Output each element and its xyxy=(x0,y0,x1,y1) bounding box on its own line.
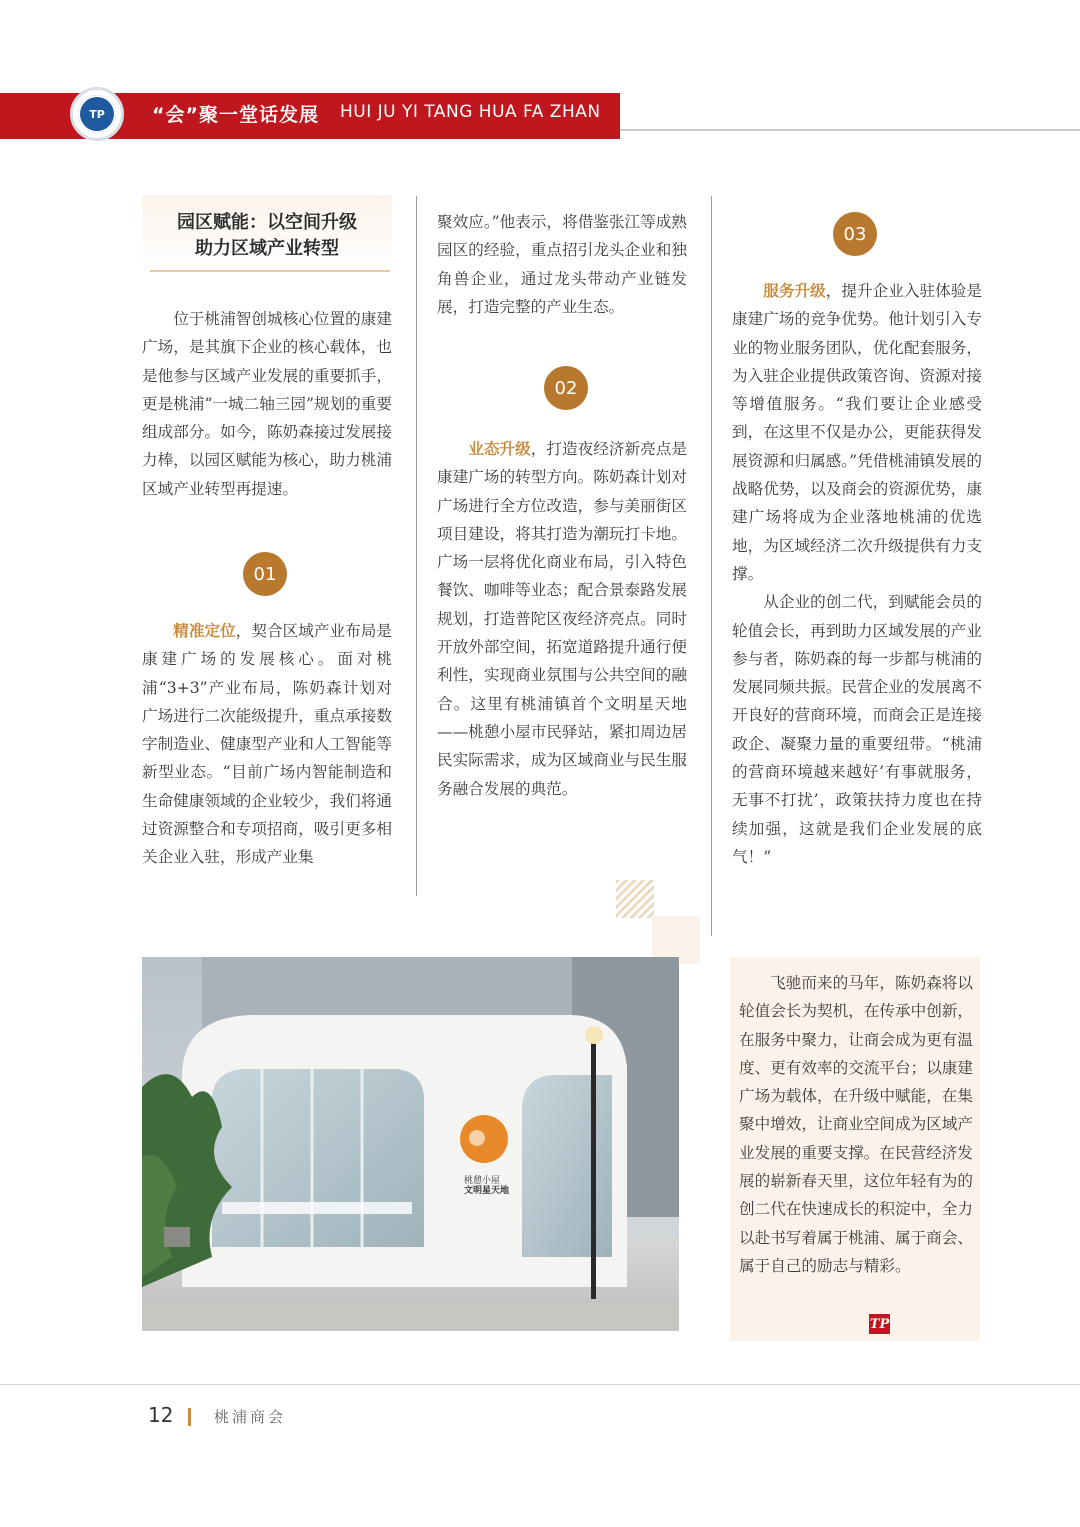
column-1-body xyxy=(142,617,392,872)
continued-paragraph: 聚效应。”他表示，将借鉴张江等成熟园区的经验，重点招引龙头企业和独角兽企业，通过龙头带动产业链发展，打造完整的产业生态。 xyxy=(437,213,687,316)
section-title xyxy=(142,210,392,262)
section-number-02: 02 xyxy=(544,366,588,410)
column-3-body xyxy=(732,277,982,871)
section-title-line2: 助力区域产业转型 xyxy=(195,238,339,259)
logo-mark: TP xyxy=(78,95,116,133)
section-title-line1: 园区赋能：以空间升级 xyxy=(177,212,357,233)
positioning-paragraph xyxy=(142,617,392,872)
format-upgrade-text: ，打造夜经济新亮点是康建广场的转型方向。陈奶森计划对广场进行全方位改造，参与美丽街区项目建设，将其打造为潮玩打卡地。广场一层将优化商业布局，引入特色餐饮、咖啡等业态；配合景泰路发展规划，打造普陀区夜经济亮点。同时开放外部空间，拓宽道路提升通行便利性，实现商业氛围与公共空间的融合。这里有桃浦镇首个文明星天地——桃憩小屋市民驿站，紧扣周边居民实际需求，成为区域商业与民生服务融合发展的典范。 xyxy=(437,440,687,798)
column-1-intro xyxy=(142,305,392,503)
chamber-logo-icon xyxy=(70,87,124,141)
footer-divider xyxy=(188,1408,191,1426)
header-rule xyxy=(620,129,1080,131)
column-divider-2 xyxy=(711,196,712,936)
column-divider-1 xyxy=(416,196,417,896)
highlight-positioning: 精准定位 xyxy=(173,621,236,640)
section-title-underline xyxy=(150,270,390,272)
closing-paragraph: 飞驰而来的马年，陈奶森将以轮值会长为契机，在传承中创新，在服务中聚力，让商会成为更有温度、更有效率的交流平台；以康建广场为载体，在升级中赋能，在集聚中增效，让商业空间成为区域产业发展的重要支撑。在民营经济发展的崭新春天里，这位年轻有为的创二代在快速成长的积淀中，全力以赴书写着属于桃浦、属于商会、属于自己的励志与精彩。 xyxy=(739,974,973,1275)
section-number-01: 01 xyxy=(243,552,287,596)
magazine-name: 桃浦商会 xyxy=(214,1408,287,1426)
sign-line1: 桃憩小屋 xyxy=(464,1176,501,1186)
intro-paragraph: 位于桃浦智创城核心位置的康建广场，是其旗下企业的核心载体，也是他参与区域产业发展的重要抓手，更是桃浦“一城二轴三园”规划的重要组成部分。如今，陈奶森接过发展接力棒，以园区赋能为核心，助力桃浦区域产业转型再提速。 xyxy=(142,310,392,498)
column-pinyin: HUI JU YI TANG HUA FA ZHAN xyxy=(340,102,601,122)
column-2-body xyxy=(437,435,687,803)
highlight-service-upgrade: 服务升级 xyxy=(763,281,826,300)
resonance-paragraph: 从企业的创二代，到赋能会员的轮值会长，再到助力区域发展的产业参与者，陈奶森的每一步都与桃浦的发展同频共振。民营企业的发展离不开良好的营商环境，而商会正是连接政企、凝聚力量的重要纽带。“桃浦的营商环境越来越好‘有事就服务，无事不打扰’，政策扶持力度也在持续加强，这就是我们企业发展的底气！” xyxy=(732,593,982,866)
positioning-text: ，契合区域产业布局是康建广场的发展核心。面对桃浦“3+3”产业布局，陈奶森计划对广场进行二次能级提升，重点承接数字制造业、健康型产业和人工智能等新型业态。“目前广场内智能制造和生命健康领域的企业较少，我们将通过资源整合和专项招商，吸引更多相关企业入驻，形成产业集 xyxy=(142,622,392,867)
section-number-03: 03 xyxy=(833,212,877,256)
highlight-format-upgrade: 业态升级 xyxy=(468,439,531,458)
page-number: 12 xyxy=(148,1403,174,1427)
format-upgrade-paragraph xyxy=(437,435,687,803)
column-title: “会”聚一堂话发展 xyxy=(152,104,319,126)
sign-line2: 文明星天地 xyxy=(464,1186,510,1196)
decorative-stripes-icon xyxy=(616,880,654,918)
service-upgrade-paragraph xyxy=(732,277,982,588)
kangjian-plaza-photo xyxy=(142,957,679,1331)
end-mark-icon: TP xyxy=(869,1314,890,1334)
column-2-continued xyxy=(437,208,687,321)
closing-box xyxy=(739,969,973,1280)
service-upgrade-text: ，提升企业入驻体验是康建广场的竞争优势。他计划引入专业的物业服务团队，优化配套服务，为入驻企业提供政策咨询、资源对接等增值服务。“我们要让企业感受到，在这里不仅是办公，更能获得发展资源和归属感。”凭借桃浦镇发展的战略优势，以及商会的资源优势，康建广场将成为企业落地桃浦的优选地，为区域经济二次升级提供有力支撑。 xyxy=(732,282,982,583)
footer-rule xyxy=(0,1384,1080,1385)
